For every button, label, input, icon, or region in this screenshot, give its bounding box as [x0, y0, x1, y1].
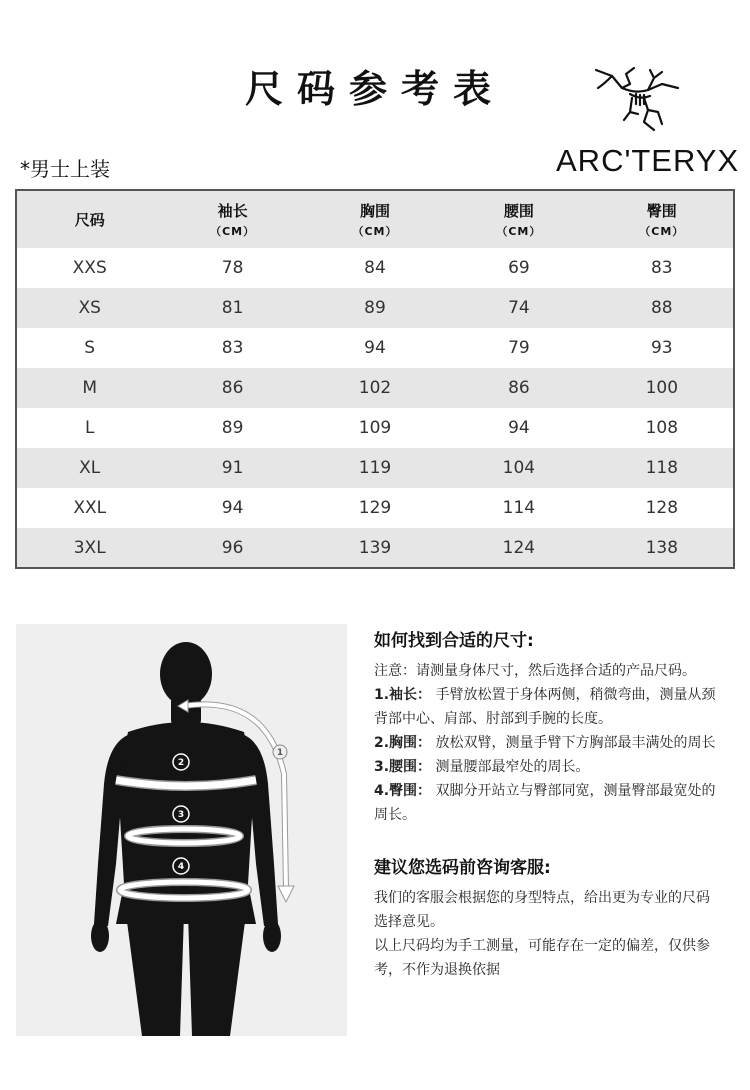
size-guide [374, 626, 719, 982]
table-cell: 3XL [73, 537, 106, 558]
body-silhouette-icon [16, 624, 347, 1036]
column-header-label: 胸围 [359, 202, 390, 220]
table-cell: XXS [72, 258, 107, 278]
table-cell: 84 [364, 258, 386, 278]
column-header [16, 190, 162, 248]
table-cell: XS [78, 298, 101, 318]
table-row [16, 288, 734, 328]
table-cell: 74 [508, 298, 530, 318]
table-cell: 86 [508, 378, 530, 398]
table-cell: 139 [358, 537, 392, 558]
table-cell: 78 [221, 258, 244, 278]
table-cell: 129 [358, 498, 392, 518]
column-header-unit: （CM） [496, 225, 542, 238]
table-cell: 104 [502, 458, 536, 478]
table-cell: 79 [508, 338, 530, 358]
column-header [447, 190, 590, 248]
column-header-unit: （CM） [210, 225, 256, 238]
column-header [303, 190, 447, 248]
table-cell: XL [79, 458, 101, 478]
guide-item [374, 755, 719, 779]
column-header-label: 臀围 [646, 202, 677, 220]
body-measurement-figure [16, 624, 347, 1036]
brand-logo-text: ARC'TERYX [556, 143, 740, 178]
table-cell: M [82, 378, 98, 398]
marker-2: 2 [177, 758, 185, 768]
guide-item-label: 2.胸围： [374, 735, 432, 751]
column-header-label: 袖长 [217, 202, 248, 220]
table-cell: 128 [645, 498, 679, 518]
page-title: 尺码参考表 [244, 67, 505, 111]
column-header [591, 190, 734, 248]
marker-1: 1 [276, 748, 284, 758]
guide-item-label: 1.袖长： [374, 687, 432, 703]
category-label: *男士上装 [20, 157, 110, 181]
column-header-unit: （CM） [352, 225, 398, 238]
guide-heading: 如何找到合适的尺寸: [374, 631, 534, 651]
table-cell: 94 [508, 418, 530, 438]
table-row [16, 448, 734, 488]
column-header-label: 腰围 [503, 202, 534, 220]
table-row [16, 248, 734, 288]
table-cell: 109 [358, 418, 392, 438]
table-cell: S [84, 338, 96, 358]
guide-item-text: 放松双臂，测量手臂下方胸部最丰满处的周长 [431, 735, 716, 751]
advice-line: 以上尺码均为手工测量，可能存在一定的偏差，仅供参考，不作为退换依据 [374, 938, 710, 978]
table-cell: 89 [364, 298, 386, 318]
table-cell: XXL [73, 498, 107, 518]
guide-note: 注意：请测量身体尺寸，然后选择合适的产品尺码。 [374, 663, 696, 679]
table-cell: 94 [221, 498, 244, 518]
marker-3: 3 [177, 810, 185, 820]
guide-item [374, 779, 719, 827]
table-cell: 119 [358, 458, 392, 478]
table-header-row [16, 190, 734, 248]
guide-item-label: 3.腰围： [374, 759, 432, 775]
marker-4: 4 [177, 862, 185, 872]
table-cell: 89 [221, 418, 244, 438]
guide-item [374, 683, 719, 731]
table-cell: 69 [508, 258, 530, 278]
table-cell: 118 [645, 458, 679, 478]
table-cell: 108 [645, 418, 679, 438]
table-row [16, 328, 734, 368]
table-row [16, 368, 734, 408]
column-header-label: 尺码 [74, 211, 105, 229]
table-cell: 83 [650, 258, 673, 278]
guide-item-text: 双脚分开站立与臀部同宽，测量臀部最宽处的周长。 [374, 783, 716, 823]
table-cell: 91 [221, 458, 244, 478]
table-cell: 100 [645, 378, 679, 398]
archaeopteryx-logo-icon [592, 64, 682, 136]
guide-item [374, 731, 719, 755]
guide-item-text: 测量腰部最窄处的周长。 [431, 759, 590, 775]
guide-item-label: 4.臀围： [374, 783, 432, 799]
table-cell: 138 [645, 537, 679, 558]
table-cell: 114 [502, 498, 536, 518]
table-cell: 102 [358, 378, 392, 398]
table-row [16, 528, 734, 568]
table-cell: 96 [221, 537, 244, 558]
table-cell: 88 [650, 298, 673, 318]
guide-item-text: 手臂放松置于身体两侧，稍微弯曲，测量从颈背部中心、肩部、肘部到手腕的长度。 [374, 687, 716, 727]
advice-line: 我们的客服会根据您的身型特点，给出更为专业的尺码选择意见。 [374, 890, 710, 930]
table-row [16, 408, 734, 448]
advice-heading: 建议您选码前咨询客服: [374, 858, 551, 878]
table-cell: L [84, 418, 95, 438]
table-cell: 86 [221, 378, 244, 398]
table-cell: 83 [221, 338, 244, 358]
table-cell: 94 [364, 338, 386, 358]
column-header [162, 190, 302, 248]
table-cell: 81 [221, 298, 244, 318]
table-cell: 124 [502, 537, 536, 558]
table-cell: 93 [650, 338, 673, 358]
size-table [15, 189, 735, 569]
table-row [16, 488, 734, 528]
column-header-unit: （CM） [639, 225, 685, 238]
